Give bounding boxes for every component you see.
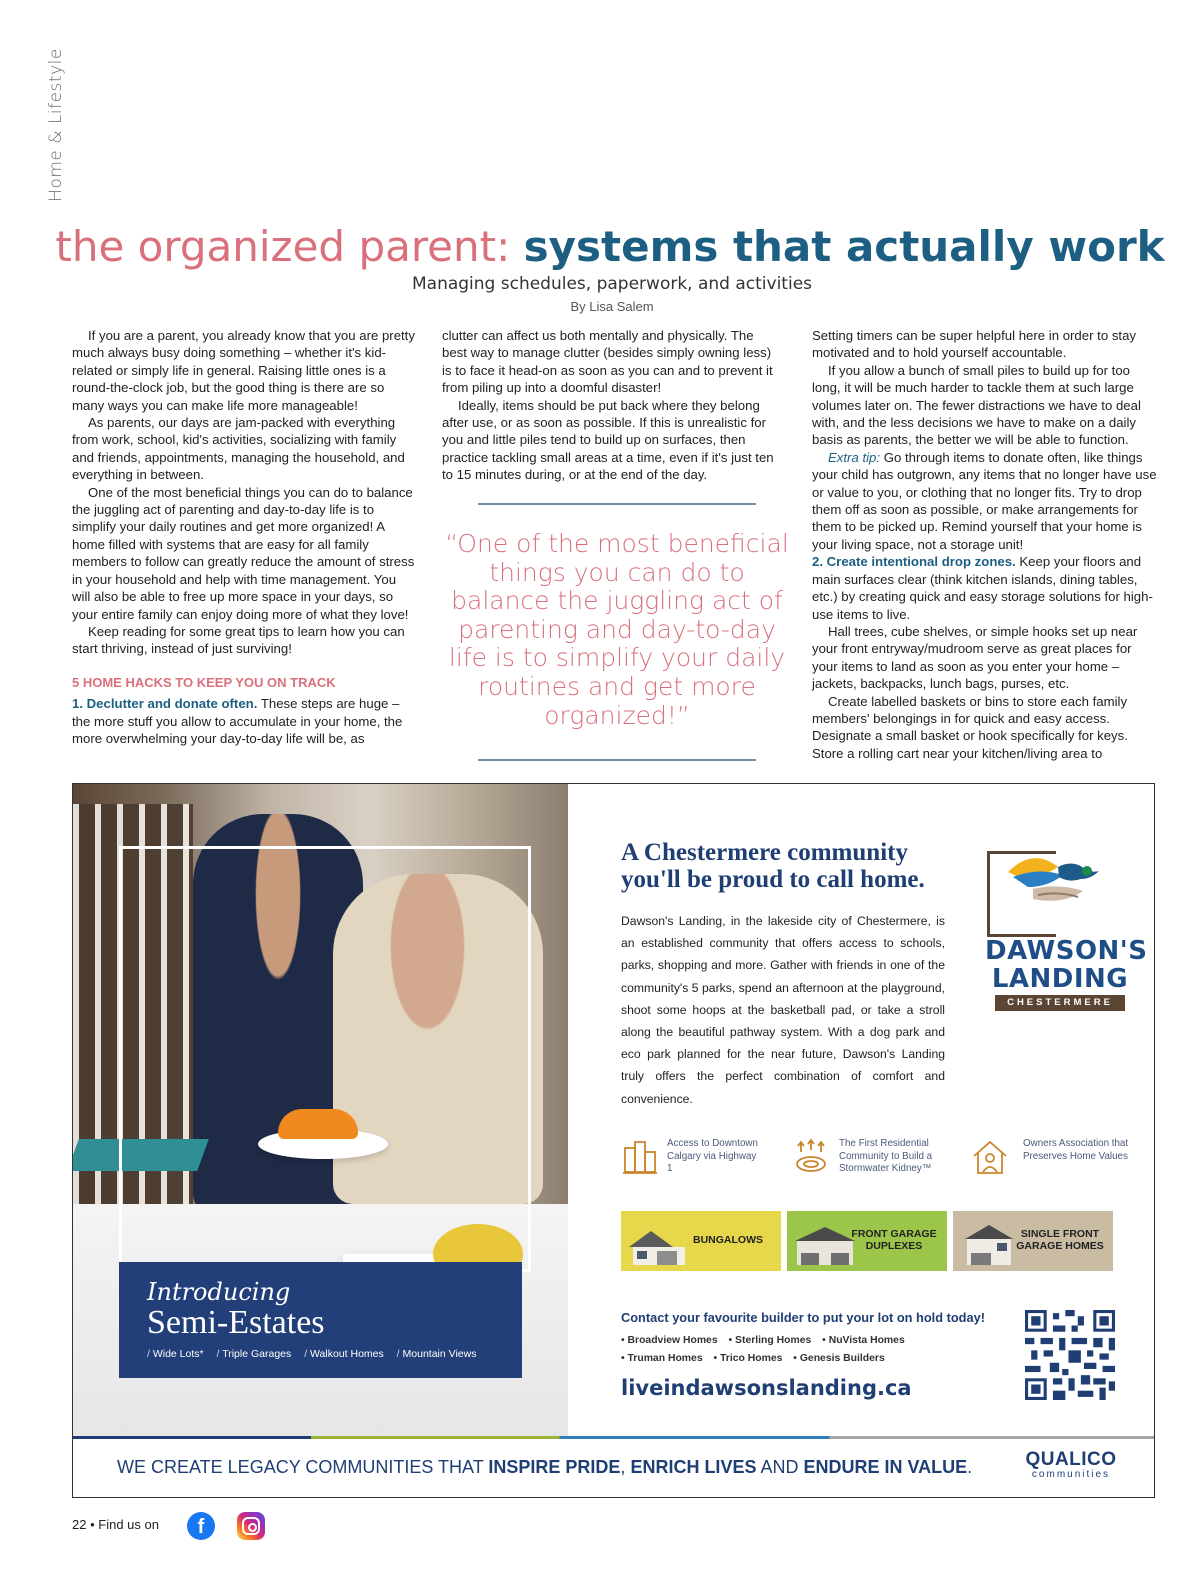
article-title (40, 222, 1180, 271)
city-icon (621, 1138, 659, 1176)
photo-frame (119, 846, 531, 1272)
builder-name[interactable]: • Truman Homes (621, 1353, 703, 1364)
paragraph-extra-tip (812, 449, 1158, 553)
slogan-bold: INSPIRE PRIDE (488, 1457, 621, 1477)
tile-front-garage-duplexes[interactable] (787, 1211, 947, 1271)
house-icon (959, 1223, 1023, 1267)
page-number: 22 (72, 1517, 87, 1532)
footer-bullet: • (90, 1517, 99, 1532)
qualico-sub: communities (1031, 1469, 1111, 1480)
paragraph: If you are a parent, you already know that you are pretty much always busy doing something – whether it's kid-related or simply life in general. Raising little ones is a round-the-clock job, but the good thing is there are so many ways you can make life more manageable! (72, 328, 415, 413)
paragraph: Hall trees, cube shelves, or simple hooks set up near your front entryway/mudroom serve as great places for your items to land as soon as you enter your home – jackets, backpacks, lunch bags, purses, etc. (812, 623, 1138, 692)
feature-stormwater (793, 1138, 953, 1180)
qualico-logo (1021, 1449, 1121, 1480)
section-tag (36, 48, 76, 215)
house-person-icon (971, 1138, 1009, 1176)
pull-quote-rule-bottom (478, 759, 756, 761)
paragraph: As parents, our days are jam-packed with everything from work, school, kid's activities, socializing with family and friends, appointments, managing the household, and everything in between. (72, 415, 405, 483)
logo-city: CHESTERMERE (995, 995, 1125, 1011)
tile-label: SINGLE FRONT GARAGE HOMES (1016, 1228, 1104, 1252)
advertisement[interactable] (72, 783, 1155, 1498)
banner-intro: Introducing (147, 1278, 291, 1306)
tip-2-text: Keep your floors and main surfaces clear (think kitchen islands, dining tables, etc.) by creating quick and easy storage solutions for high-use items to live. (812, 554, 1153, 622)
article-column-1 (72, 327, 418, 747)
facebook-icon[interactable]: f (187, 1512, 215, 1540)
feature-text: The First Residential Community to Build a Stormwater Kidney™ (839, 1138, 933, 1174)
tile-single-front-garage[interactable] (953, 1211, 1113, 1271)
ad-slogan (117, 1457, 972, 1478)
builder-row (621, 1350, 1001, 1368)
builder-name[interactable]: • Genesis Builders (793, 1353, 884, 1364)
extra-tip-text: Go through items to donate often, like things your child has outgrown, any items that no longer have use or value to you, or clothing that no longer fits. Try to drop them off as soon as possible, or make arrangements for them to be picked up. Remind yourself that your home is your living space, not a storage unit! (812, 449, 1157, 552)
pull-quote-rule-top (478, 503, 756, 505)
banner-features (147, 1348, 486, 1360)
page-footer (72, 1517, 159, 1532)
hacks-heading: 5 HOME HACKS TO KEEP YOU ON TRACK (72, 674, 336, 690)
paragraph: Setting timers can be super helpful here in order to stay motivated and to hold yourself accountable. (812, 328, 1137, 361)
paragraph: Ideally, items should be put back where they belong after use, or as soon as possible. If this is unrealistic for you and little piles tend to build up on surfaces, then practice tackling small areas at a time, even if it's just ten to 15 minutes during, or at the end of the day. (442, 397, 774, 483)
article-subtitle: Managing schedules, paperwork, and activities (411, 274, 813, 294)
qualico-name: QUALICO (1025, 1449, 1117, 1470)
slogan-text: . (967, 1457, 973, 1477)
ad-photo (73, 784, 568, 1436)
ad-divider (73, 1436, 1154, 1439)
ad-website-link[interactable]: liveindawsonslanding.ca (621, 1376, 912, 1400)
builder-name[interactable]: • Trico Homes (714, 1353, 783, 1364)
house-icon (627, 1223, 691, 1267)
banner-feature: / Triple Garages (217, 1348, 292, 1360)
slogan-bold: ENRICH LIVES (630, 1457, 757, 1477)
paragraph: clutter can affect us both mentally and physically. The best way to manage clutter (besides simply owning less) is to face it head-on as soon as you can and to prevent it from piling up into a doomful disaster! (442, 328, 773, 396)
tile-label: FRONT GARAGE DUPLEXES (851, 1228, 937, 1252)
builder-name[interactable]: • NuVista Homes (822, 1335, 905, 1346)
tip-1-label: 1. Declutter and donate often. (72, 696, 258, 712)
pull-quote: “One of the most beneficial things you can do to balance the juggling act of parenting and day-to-day life is to simplify your daily routines and get more organized!” (445, 529, 789, 730)
builder-name[interactable]: • Sterling Homes (729, 1335, 812, 1346)
paragraph: If you allow a bunch of small piles to build up for too long, it will be much harder to tackle them at such large volumes later on. The fewer distractions we have to deal with, and the less decisions we have to make on a daily basis as parents, the better we will be able to function. (812, 362, 1141, 448)
banner-title: Semi-Estates (147, 1304, 325, 1341)
paragraph-tip-1 (72, 695, 418, 747)
builder-row (621, 1332, 1001, 1350)
section-tag-text: Home & Lifestyle (46, 48, 66, 202)
feature-highway (621, 1138, 761, 1180)
slogan-text: WE CREATE LEGACY COMMUNITIES THAT (117, 1457, 489, 1477)
feature-text: Owners Association that Preserves Home Values (1023, 1138, 1129, 1162)
house-icon (793, 1223, 857, 1267)
semi-estates-banner (119, 1262, 522, 1378)
tip-2-label: 2. Create intentional drop zones. (812, 554, 1016, 570)
slogan-text: , (620, 1457, 631, 1477)
tip-1-text: These steps are huge – the more stuff you allow to accumulate in your home, the more overwhelming your day-to-day life will be, as (72, 696, 403, 746)
builder-name[interactable]: • Broadview Homes (621, 1335, 718, 1346)
article-column-2 (442, 327, 778, 484)
logo-name: DAWSON'S LANDING (985, 936, 1148, 994)
builder-list (621, 1332, 1001, 1367)
title-part-1: the organized parent: (55, 222, 511, 271)
ad-headline: A Chestermere community you'll be proud to call home. (621, 839, 925, 893)
paragraph: Create labelled baskets or bins to store each family members' belongings in for quick and easy access. Designate a small basket or hook specifically for keys. Store a rolling cart near your kitchen/living area to (812, 693, 1128, 761)
article-byline: By Lisa Salem (570, 299, 654, 314)
banner-feature: / Mountain Views (397, 1348, 477, 1360)
ad-contact: Contact your favourite builder to put your lot on hold today! (621, 1310, 985, 1325)
banner-feature: / Walkout Homes (304, 1348, 384, 1360)
tile-bungalows[interactable] (621, 1211, 781, 1271)
paragraph: One of the most beneficial things you can do to balance the juggling act of parenting and day-to-day life is to simplify your daily routines and get more organized! A home filled with systems that are easy for all family members to follow can greatly reduce the amount of stress in your household and help with time management. You will also be able to free up more space in your days, so your entire family can enjoy doing more of what they love! (72, 484, 415, 622)
extra-tip-label: Extra tip: (828, 449, 881, 465)
find-us-label: Find us on (98, 1517, 159, 1532)
duck-icon (1003, 847, 1103, 907)
dawsons-landing-logo (985, 829, 1148, 1019)
ad-body: Dawson's Landing, in the lakeside city of Chestermere, is an established community that offers access to schools, parks, shopping and more. Gather with friends in one of the community's 5 parks, spend an afternoon at the playground, shoot some hoops at the basketball pad, or take a stroll along the beautiful pathway system. With a dog park and eco park planned for the near future, Dawson's Landing truly offers the perfect combination of comfort and convenience. (621, 914, 945, 1106)
paragraph: Keep reading for some great tips to learn how you can start thriving, instead of just surviving! (72, 623, 405, 657)
tile-label: BUNGALOWS (693, 1234, 763, 1246)
qr-code-icon[interactable] (1025, 1310, 1115, 1400)
slogan-text: AND (756, 1457, 804, 1477)
slogan-bold: ENDURE IN VALUE (803, 1457, 968, 1477)
title-part-2: systems that actually work (523, 222, 1165, 271)
instagram-icon[interactable] (237, 1512, 265, 1540)
banner-feature: / Wide Lots* (147, 1348, 204, 1360)
feature-text: Access to Downtown Calgary via Highway 1 (667, 1138, 758, 1174)
article-column-3 (812, 327, 1158, 762)
stormwater-icon (793, 1138, 831, 1176)
paragraph-tip-2 (812, 553, 1158, 623)
feature-owners (971, 1138, 1131, 1180)
